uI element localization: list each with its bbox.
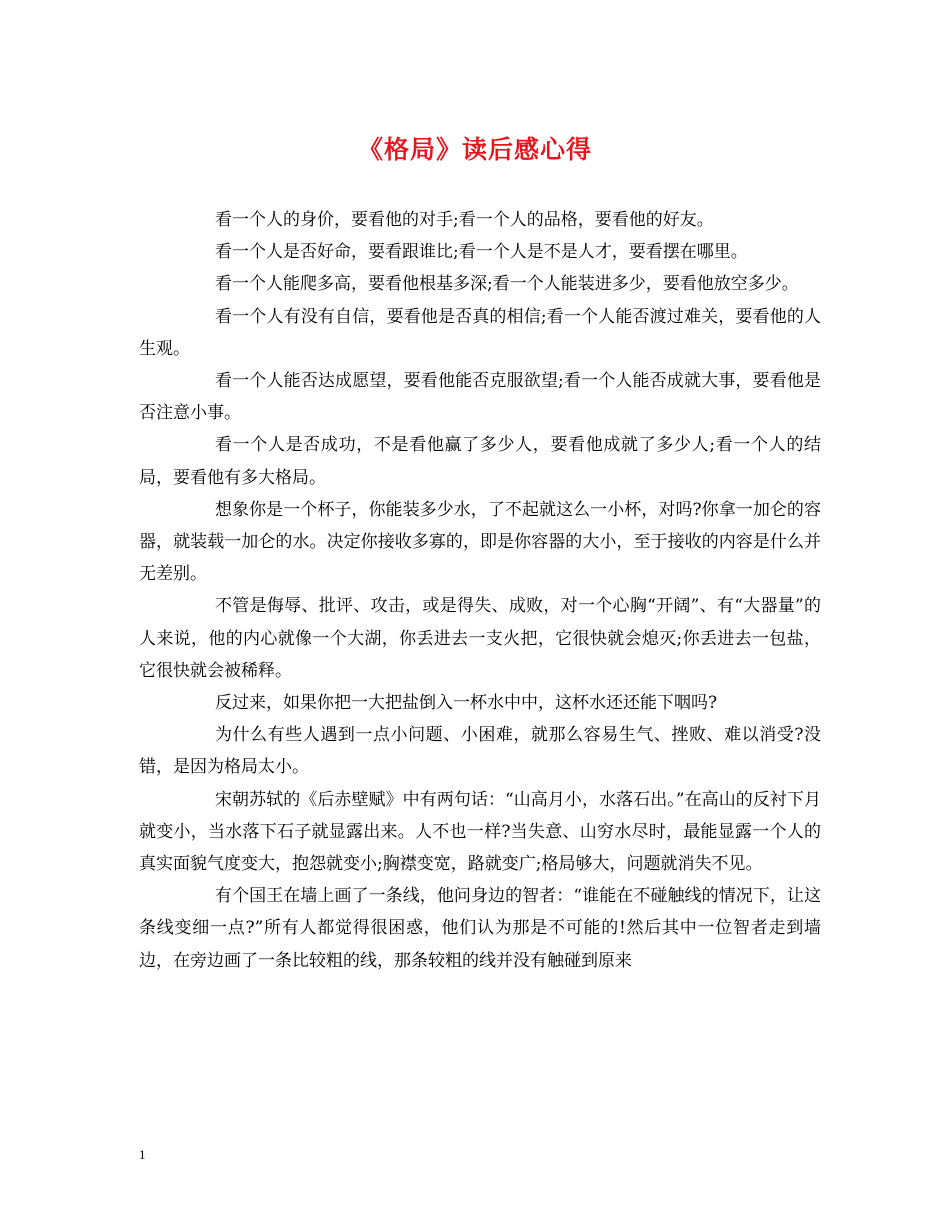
- paragraph-4: 看一个人有没有自信，要看他是否真的相信;看一个人能否渡过难关，要看他的人生观。: [139, 306, 821, 359]
- paragraph-12: 有个国王在墙上画了一条线，他问身边的智者：“谁能在不碰触线的情况下，让这条线变细一点?”所有人都觉得很困惑，他们认为那是不可能的!然后其中一位智者走到墙边，在旁边画了一条比较粗的线，那条较粗的线并没有触碰到原来: [139, 886, 821, 971]
- paragraph-6: 看一个人是否成功，不是看他赢了多少人，要看他成就了多少人;看一个人的结局，要看他有多大格局。: [139, 435, 821, 488]
- page-title: 《格局》读后感心得: [357, 135, 592, 164]
- paragraph-7: 想象你是一个杯子，你能装多少水，了不起就这么一小杯，对吗?你拿一加仑的容器，就装载一加仑的水。决定你接收多寡的，即是你容器的大小，至于接收的内容是什么并无差别。: [139, 499, 821, 585]
- paragraph-5: 看一个人能否达成愿望，要看他能否克服欲望;看一个人能否成就大事，要看他是否注意小事。: [139, 371, 821, 424]
- paragraph-11: 宋朝苏轼的《后赤壁赋》中有两句话：“山高月小，水落石出。”在高山的反衬下月就变小，当水落下石子就显露出来。人不也一样?当失意、山穷水尽时，最能显露一个人的真实面貌气度变大，抱怨就变小;胸襟变宽，路就变广;格局够大，问题就消失不见。: [139, 789, 821, 875]
- page-number: 1: [139, 1147, 146, 1162]
- paragraph-2: 看一个人是否好命，要看跟谁比;看一个人是不是人才，要看摆在哪里。: [215, 242, 748, 263]
- paragraph-8: 不管是侮辱、批评、攻击，或是得失、成败，对一个心胸“开阔”、有“大器量”的人来说，他的内心就像一个大湖，你丢进去一支火把，它很快就会熄灭;你丢进去一包盐，它很快就会被稀释。: [139, 596, 821, 681]
- paragraph-3: 看一个人能爬多高，要看他根基多深;看一个人能装进多少，要看他放空多少。: [215, 274, 799, 295]
- paragraph-1: 看一个人的身价，要看他的对手;看一个人的品格，要看他的好友。: [215, 210, 714, 230]
- paragraph-9: 反过来，如果你把一大把盐倒入一杯水中中，这杯水还还能下咽吗?: [215, 693, 718, 714]
- document-body: [139, 204, 821, 977]
- paragraph-10: 为什么有些人遇到一点小问题、小困难，就那么容易生气、挫败、难以消受?没错，是因为格局太小。: [139, 725, 821, 778]
